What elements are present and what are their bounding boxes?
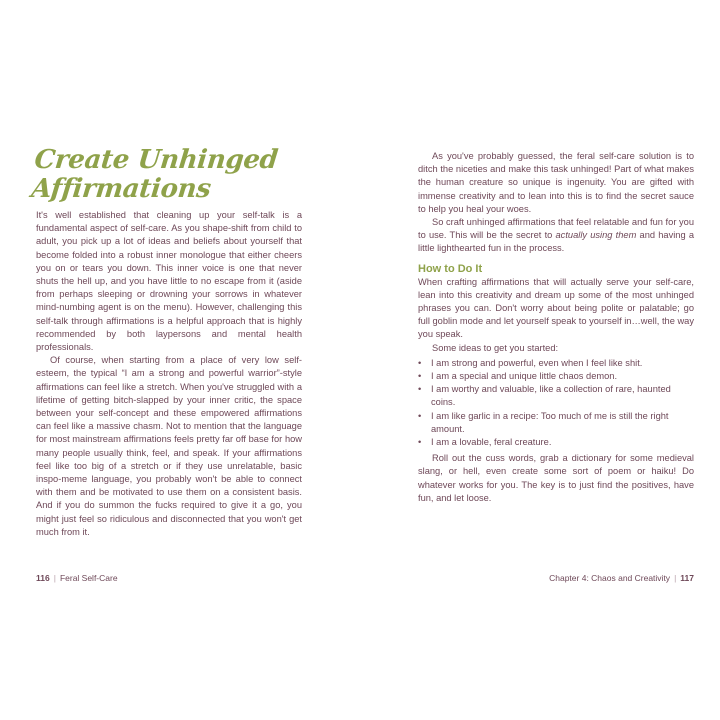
right-footer (549, 573, 694, 583)
list-item-text: I am worthy and valuable, like a collection of rare, haunted coins. (431, 384, 671, 408)
list-item (418, 357, 694, 370)
paragraph-text: So craft unhinged affirmations that feel relatable and fun for you to use. This will be the secret to (418, 217, 694, 241)
list-item-text: I am strong and powerful, even when I feel like shit. (431, 357, 643, 368)
bullet-icon: • (418, 437, 422, 448)
section-subheading: How to Do It (418, 262, 483, 275)
list-item (418, 383, 694, 409)
page-number: 117 (680, 573, 694, 583)
list-item (418, 436, 694, 449)
bullet-icon: • (418, 371, 422, 382)
bullet-icon: • (418, 410, 422, 421)
page-title (30, 146, 279, 204)
left-body (36, 209, 302, 539)
paragraph: It's well established that cleaning up your self-talk is a fundamental aspect of self-care. As you shape-shift from child to adult, you pick up a lot of ideas and beliefs about yourself that become folded into a robust inner monologue that either cheers you on or tears you down. This inner voice is one that never shuts the hell up, and you have little to no escape from it (aside from perhaps sleeping or drowning your sorrows in whatever mind-numbing agent is on the menu). However, challenging this self-talk through affirmations is a helpful approach that is highly recommended by both laypersons and mental health professionals. (36, 210, 302, 353)
running-head-book-title: Feral Self-Care (59, 573, 118, 583)
running-head-chapter: Chapter 4: Chaos and Creativity (549, 573, 671, 583)
left-footer (36, 573, 118, 583)
paragraph: As you've probably guessed, the feral self-care solution is to ditch the niceties and make this task unhinged! Part of what makes the human creature so unique is ingenuity. You are gifted with immense creativity and to lean into this is to find the secret sauce to help you heal your woes. (418, 151, 694, 214)
paragraph: Roll out the cuss words, grab a dictionary for some medieval slang, or hell, even create some sort of poem or haiku! Do whatever works for you. The key is to just find the positives, have fun, and let loose. (418, 453, 694, 503)
list-item (418, 370, 694, 383)
paragraph (418, 216, 694, 256)
footer-separator: | (53, 573, 56, 583)
right-page (360, 0, 720, 720)
list-item-text: I am a special and unique little chaos demon. (431, 371, 618, 382)
footer-separator: | (674, 573, 677, 583)
affirmation-list (418, 357, 694, 449)
paragraph: Of course, when starting from a place of very low self-esteem, the typical “I am a strong and powerful warrior”-style affirmations can feel like a stretch. When you've struggled with a lifetime of getting bitch-slapped by your inner critic, the space between your self-concept and these empowered affirmations can feel like a massive chasm. Not to mention that the language for most mainstream affirmations feels pretty far off base for how many people usually think, feel, and speak. If your affirmations feel like too big of a stretch or if they use unrelatable, basic inspo-meme language, you probably won't be able to connect with them and be motivated to use them on a consistent basis. And if you do summon the fucks required to give it a go, you might just feel so ridiculous and disconnected that you won't get much from it. (36, 355, 302, 537)
list-item (418, 410, 694, 436)
paragraph: When crafting affirmations that will actually serve your self-care, lean into this creativity and dream up some of the most unhinged phrases you can. Don't worry about being polite or palatable; go full goblin mode and let yourself speak to yourself in…well, the way you speak. (418, 276, 694, 340)
emphasis-text: actually using them (555, 230, 637, 241)
list-intro: Some ideas to get you started: (432, 342, 559, 353)
bullet-icon: • (418, 384, 422, 395)
title-line-2: Affirmations (29, 174, 213, 204)
page-number: 116 (36, 573, 50, 583)
bullet-icon: • (418, 357, 422, 368)
list-item-text: I am like garlic in a recipe: Too much of me is still the right amount. (431, 410, 669, 434)
title-line-1: Create Unhinged (32, 145, 280, 175)
paragraph-text: and having a little lighthearted fun in the process. (418, 230, 694, 254)
right-body (418, 150, 694, 505)
list-item-text: I am a lovable, feral creature. (431, 437, 552, 448)
